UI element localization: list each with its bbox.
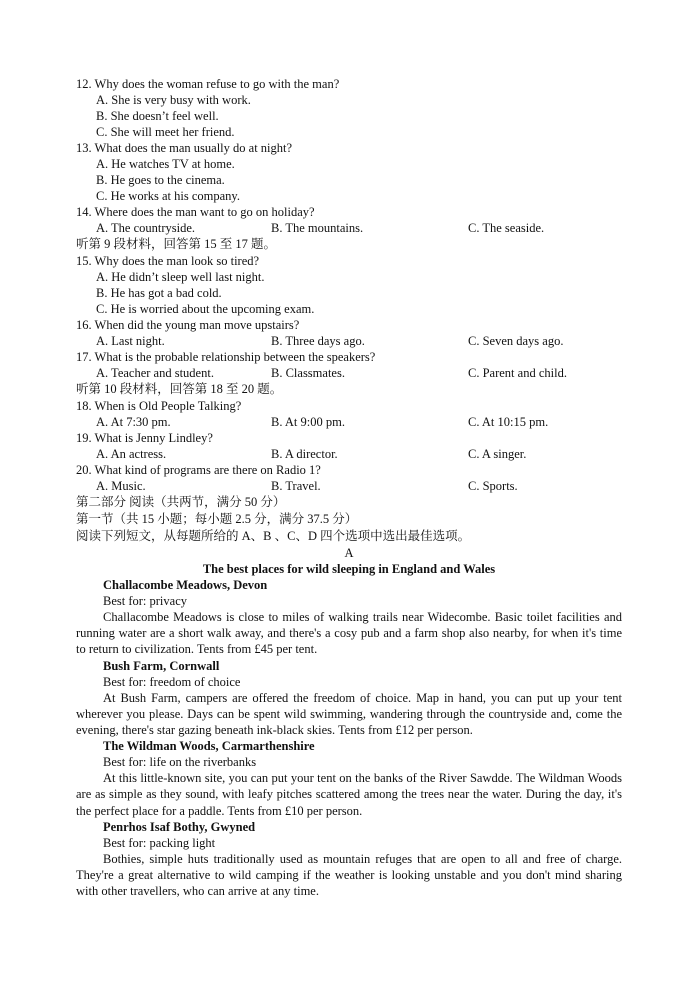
place-best-for: Best for: freedom of choice [103, 674, 241, 689]
options-20 [76, 478, 622, 494]
option-18b: B. At 9:00 pm. [271, 415, 345, 429]
place-best-for: Best for: life on the riverbanks [103, 755, 257, 770]
option-13b: B. He goes to the cinema. [96, 173, 225, 187]
place-name: Penrhos Isaf Bothy, Gwyned [103, 819, 256, 834]
option-20c: C. Sports. [468, 479, 518, 493]
place-best-for: Best for: privacy [103, 594, 188, 608]
place-name: Bush Farm, Cornwall [103, 658, 220, 673]
options-14 [76, 220, 622, 236]
place-description: Bothies, simple huts traditionally used as mountain refuges that are open to all and free of charge. They're a great alternative to wild camping if the weather is looking unstable and you don't mind sharing with other travellers, who can arrive at any time. [76, 851, 622, 899]
option-18c: C. At 10:15 pm. [468, 415, 549, 429]
options-16 [76, 333, 622, 349]
passage-title: The best places for wild sleeping in England and Wales [202, 562, 496, 576]
question-17: 17. What is the probable relationship between the speakers? [76, 350, 376, 364]
option-19b: B. A director. [271, 447, 338, 461]
option-14a: A. The countryside. [96, 221, 196, 235]
option-14b: B. The mountains. [271, 221, 364, 235]
option-16b: B. Three days ago. [271, 334, 365, 348]
options-19 [76, 446, 622, 462]
reading-instructions: 阅读下列短文，从每题所给的 A、B 、C、D 四个选项中选出最佳选项。 [76, 529, 471, 543]
option-16a: A. Last night. [96, 334, 165, 348]
option-20a: A. Music. [96, 479, 146, 493]
question-13: 13. What does the man usually do at night? [76, 141, 293, 155]
place-name: Challacombe Meadows, Devon [103, 578, 268, 592]
option-13a: A. He watches TV at home. [96, 157, 235, 171]
exam-page [76, 76, 622, 899]
place-name: The Wildman Woods, Carmarthenshire [103, 739, 315, 754]
option-14c: C. The seaside. [468, 221, 545, 235]
section-9-heading: 听第 9 段材料，回答第 15 至 17 题。 [76, 237, 277, 251]
option-18a: A. At 7:30 pm. [96, 415, 171, 429]
option-17b: B. Classmates. [271, 366, 345, 380]
option-20b: B. Travel. [271, 479, 321, 493]
options-18 [76, 414, 622, 430]
question-16: 16. When did the young man move upstairs? [76, 318, 300, 332]
question-18: 18. When is Old People Talking? [76, 399, 242, 413]
option-19c: C. A singer. [468, 447, 527, 461]
part-2-heading: 第二部分 阅读（共两节，满分 50 分） [76, 495, 286, 509]
place-description: At Bush Farm, campers are offered the freedom of choice. Map in hand, you can put up your tent wherever you please. Days can be spent wild swimming, wandering through the countryside and, come the evening, there's star gazing beneath ink-black skies. Tents from £12 per person. [76, 690, 622, 738]
option-19a: A. An actress. [96, 447, 167, 461]
options-17 [76, 365, 622, 381]
option-12c: C. She will meet her friend. [96, 125, 235, 139]
place-best-for: Best for: packing light [103, 835, 216, 850]
section-10-heading: 听第 10 段材料，回答第 18 至 20 题。 [76, 382, 283, 396]
option-17c: C. Parent and child. [468, 366, 567, 380]
question-19: 19. What is Jenny Lindley? [76, 431, 213, 445]
place-description: Challacombe Meadows is close to miles of walking trails near Widecombe. Basic toilet facilities and running water are a short walk away, and there's a cosy pub and a farm shop also nearby, for when it's time to return to civilization. Tents from £45 per tent. [76, 610, 622, 657]
place-description: At this little-known site, you can put your tent on the banks of the River Sawdde. The Wildman Woods are as simple as they sound, with leafy pitches scattered among the trees near the water. During the day, it's the perfect place for a paddle. Tents from £10 per person. [76, 771, 622, 818]
option-15b: B. He has got a bad cold. [96, 286, 222, 300]
option-12b: B. She doesn’t feel well. [96, 109, 219, 123]
option-16c: C. Seven days ago. [468, 334, 564, 348]
passage-label: A [344, 546, 354, 560]
option-17a: A. Teacher and student. [96, 366, 214, 380]
question-20: 20. What kind of programs are there on Radio 1? [76, 463, 321, 477]
option-12a: A. She is very busy with work. [96, 93, 251, 107]
option-13c: C. He works at his company. [96, 189, 240, 203]
question-14: 14. Where does the man want to go on holiday? [76, 205, 315, 219]
question-15: 15. Why does the man look so tired? [76, 254, 260, 268]
option-15a: A. He didn’t sleep well last night. [96, 270, 265, 284]
section-1-heading: 第一节（共 15 小题；每小题 2.5 分，满分 37.5 分） [76, 512, 358, 526]
question-12: 12. Why does the woman refuse to go with the man? [76, 77, 340, 91]
option-15c: C. He is worried about the upcoming exam. [96, 302, 315, 316]
